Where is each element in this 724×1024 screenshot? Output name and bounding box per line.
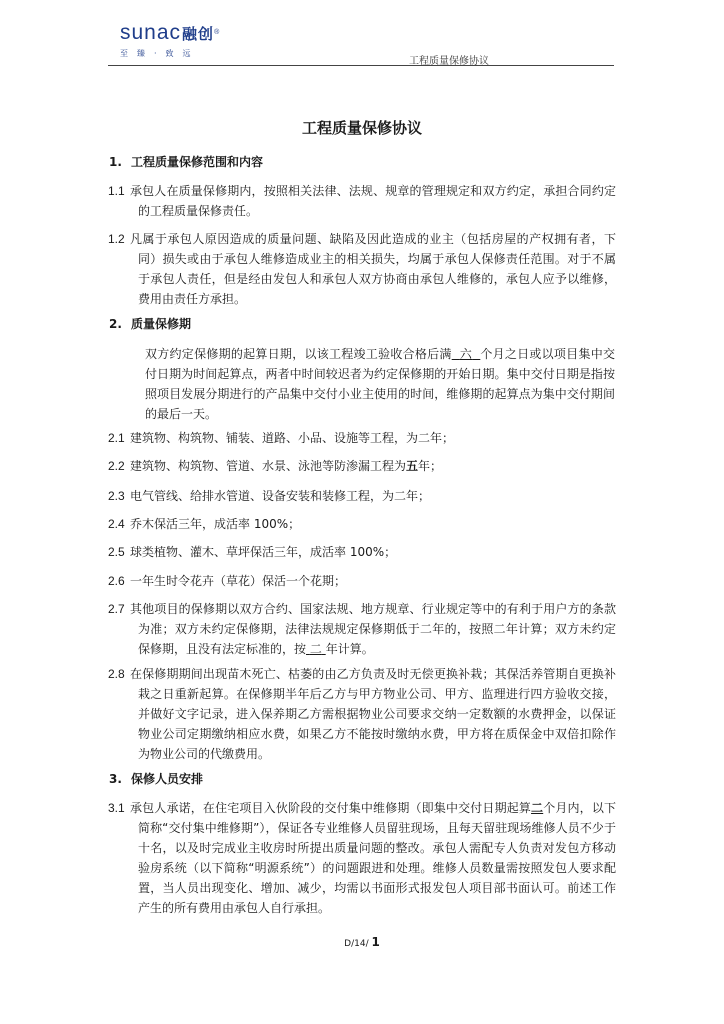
clause-2-7 — [108, 599, 616, 659]
clause-number: 2.1 — [108, 431, 125, 445]
page-footer — [0, 935, 724, 949]
clause-text: 电气管线、给排水管道、设备安装和装修工程，为二年； — [130, 489, 431, 503]
logo-wordmark — [120, 22, 220, 45]
logo-slogan: 至臻·致远 — [120, 49, 200, 58]
clause-text: 球类植物、灌木、草坪保活三年，成活率 100%； — [130, 545, 397, 559]
clause-text-b: 年计算。 — [325, 642, 374, 656]
clause-number: 2.6 — [108, 574, 125, 588]
section-title: 保修人员安排 — [131, 772, 204, 786]
clause-2-6 — [108, 571, 616, 591]
clause-text: 承包人在质量保修期内，按照相关法律、法规、规章的管理规定和双方约定，承担合同约定的工程质量保修责任。 — [130, 184, 616, 218]
logo-cn: 融创 — [182, 25, 215, 43]
section-3-heading — [109, 769, 203, 789]
clause-number: 2.3 — [108, 489, 125, 503]
intro-text-cont: 个月之日或以项目集中交付日期为时间起算点，两者中时间较迟者为约定保修期的开始日期。集中交付日期是指按照项目发展分期进行的产品集中交付小业主使用的时间，维修期的起算点为集中交付期间的最后一天。 — [145, 347, 615, 421]
clause-text-a: 承包人承诺，在住宅项目入伙阶段的交付集中维修期（即集中交付日期起算 — [130, 801, 532, 815]
clause-1-1 — [108, 181, 616, 221]
clause-number: 1.1 — [108, 184, 125, 198]
clause-2-8 — [108, 664, 616, 764]
section-title: 工程质量保修范围和内容 — [131, 155, 264, 169]
years-value: 五 — [406, 459, 419, 473]
clause-number: 2.2 — [108, 459, 125, 473]
clause-2-5 — [108, 542, 616, 562]
clause-text — [130, 599, 616, 659]
company-logo — [120, 22, 220, 59]
logo-tm: ® — [214, 29, 221, 36]
clause-number: 2.5 — [108, 545, 125, 559]
clause-text: 一年生时令花卉（草花）保活一个花期； — [130, 574, 347, 588]
clause-text: 建筑物、构筑物、铺装、道路、小品、设施等工程，为二年； — [130, 431, 455, 445]
section-number: 3. — [109, 772, 122, 786]
years-number: 二 — [309, 642, 322, 656]
clause-3-1 — [108, 798, 616, 918]
months-number: 六 — [459, 347, 473, 361]
footer-doc-code: D/14/ — [344, 939, 369, 949]
intro-text: 双方约定保修期的起算日期，以该工程竣工验收合格后满 — [145, 347, 452, 361]
running-header-title: 工程质量保修协议 — [409, 56, 489, 67]
months-value: 二 — [531, 801, 544, 815]
clause-number: 2.7 — [108, 602, 125, 616]
page-number: 1 — [371, 935, 380, 949]
logo-latin: sunac — [120, 21, 182, 44]
clause-2-4 — [108, 514, 616, 534]
section-2-heading — [109, 314, 191, 334]
section-title: 质量保修期 — [131, 317, 192, 331]
clause-number: 2.4 — [108, 517, 125, 531]
clause-text-a: 建筑物、构筑物、管道、水景、泳池等防渗漏工程为 — [130, 459, 407, 473]
clause-2-1 — [108, 428, 616, 448]
clause-text-a: 其他项目的保修期以双方合约、国家法规、地方规章、行业规定等中的有利于用户方的条款为准；双方未约定保修期，法律法规规定保修期低于二年的，按照二年计算；双方未约定保修期，且没有法定标准的，按 — [130, 602, 616, 656]
clause-text — [130, 798, 616, 918]
clause-text: 在保修期期间出现苗木死亡、枯萎的由乙方负责及时无偿更换补栽；其保活养管期自更换补栽之日重新起算。在保修期半年后乙方与甲方物业公司、甲方、监理进行四方验收交接，并做好文字记录，进入保养期乙方需根据物业公司要求交纳一定数额的水费押金，以保证物业公司定期缴纳相应水费，如果乙方不能按时缴纳水费，甲方将在质保金中双倍扣除作为物业公司的代缴费用。 — [130, 667, 616, 761]
clause-text: 凡属于承包人原因造成的质量问题、缺陷及因此造成的业主（包括房屋的产权拥有者，下同）损失或由于承包人维修造成业主的相关损失，均属于承包人保修责任范围。对于不属于承包人责任，但是经由发包人和承包人双方协商由承包人维修的，承包人应予以维修，费用由责任方承担。 — [130, 232, 616, 306]
clause-text-b: 年； — [418, 459, 443, 473]
clause-text: 乔木保活三年，成活率 100%； — [130, 517, 301, 531]
header-divider — [108, 65, 614, 66]
section-number: 2. — [109, 317, 122, 331]
section-2-intro — [145, 344, 615, 424]
clause-2-2 — [108, 456, 616, 476]
months-value — [452, 347, 481, 361]
clause-number: 3.1 — [108, 801, 125, 815]
clause-1-2 — [108, 229, 616, 309]
section-1-heading — [109, 152, 263, 172]
clause-2-3 — [108, 486, 616, 506]
clause-number: 2.8 — [108, 667, 125, 681]
years-value — [306, 642, 326, 656]
clause-text-b: 个月内，以下简称“交付集中维修期”），保证各专业维修人员留驻现场，且每天留驻现场维修人员不少于十名，以及时完成业主收房时所提出质量问题的整改。承包人需配专人负责对发包方移动验房系统（以下简称“明源系统”）的问题跟进和处理。维修人员数量需按照发包人要求配置，当人员出现变化、增加、减少，均需以书面形式报发包人项目部书面认可。前述工作产生的所有费用由承包人自行承担。 — [138, 801, 616, 915]
section-number: 1. — [109, 155, 122, 169]
clause-text — [130, 456, 616, 476]
document-title: 工程质量保修协议 — [301, 119, 422, 137]
clause-number: 1.2 — [108, 232, 125, 246]
